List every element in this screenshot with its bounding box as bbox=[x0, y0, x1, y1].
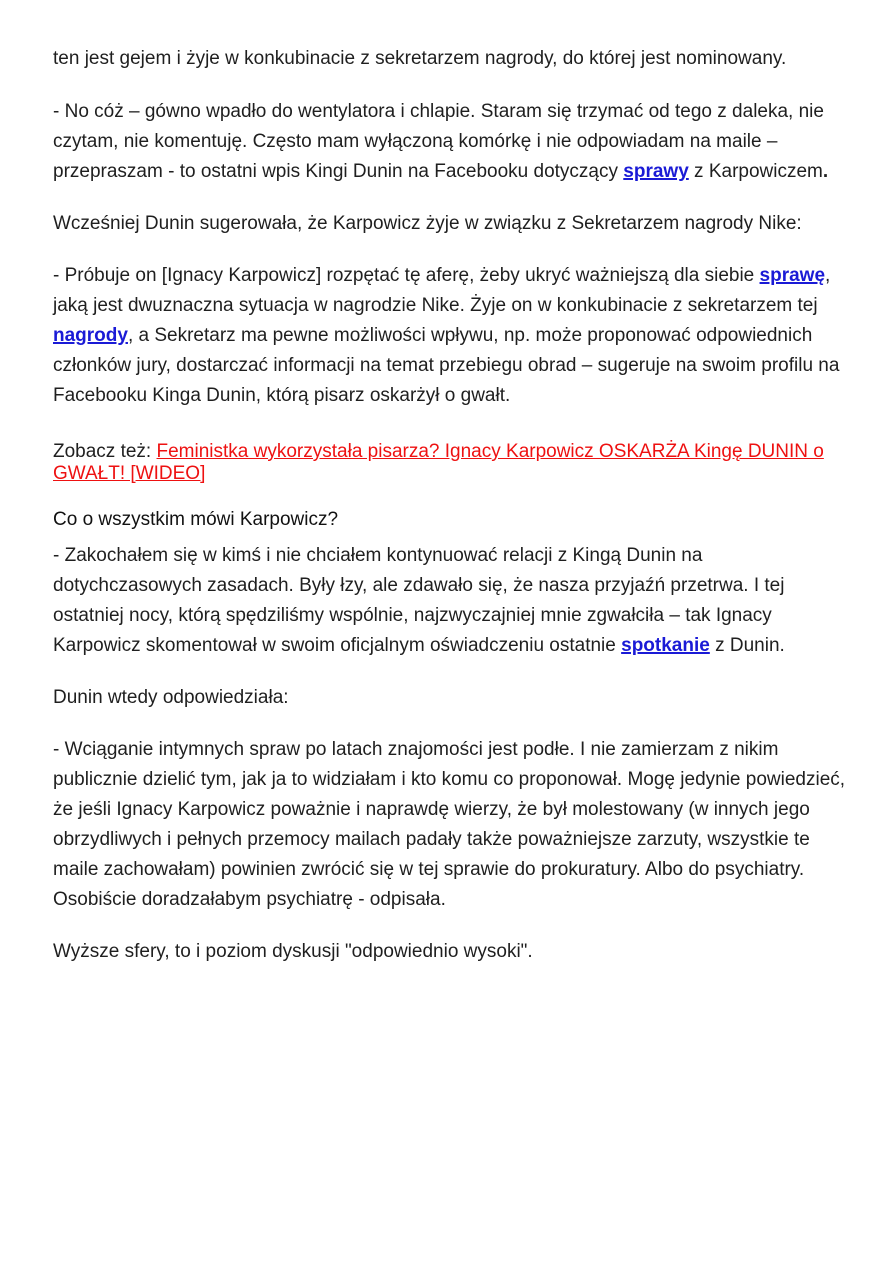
paragraph-period: . bbox=[822, 161, 829, 182]
paragraph-karpowicz-statement bbox=[53, 541, 853, 661]
paragraph-text: Dunin wtedy odpowiedziała: bbox=[53, 687, 289, 708]
article-body bbox=[53, 44, 853, 967]
paragraph-earlier-suggestion bbox=[53, 209, 853, 239]
paragraph-text: - No cóż – gówno wpadło do wentylatora i chlapie. Staram się trzymać od tego z daleka, nie czytam, nie komentuję. Często mam wyłączoną komórkę i nie odpowiadam na maile – przepraszam - to ostatni wpis Kingi Dunin na Facebooku dotyczący bbox=[53, 101, 824, 182]
paragraph-dunin-response-intro bbox=[53, 683, 853, 713]
paragraph-text: - Próbuje on [Ignacy Karpowicz] rozpętać tę aferę, żeby ukryć ważniejszą dla siebie bbox=[53, 265, 760, 286]
paragraph-text: Wyższe sfery, to i poziom dyskusji "odpowiednio wysoki". bbox=[53, 941, 533, 962]
paragraph-dunin-response bbox=[53, 735, 853, 915]
see-also-label: Zobacz też: bbox=[53, 441, 157, 462]
subheading: Co o wszystkim mówi Karpowicz? bbox=[53, 509, 339, 530]
paragraph-text: z Karpowiczem bbox=[688, 161, 823, 182]
link-sprawy[interactable]: sprawy bbox=[623, 161, 689, 182]
paragraph-text: Wcześniej Dunin sugerowała, że Karpowicz żyje w związku z Sekretarzem nagrody Nike: bbox=[53, 213, 802, 234]
paragraph-text: , jaką jest dwuznaczna sytuacja w nagrodzie Nike. Żyje on w konkubinacie z sekretarzem tej bbox=[53, 265, 831, 316]
paragraph-text: z Dunin. bbox=[709, 635, 785, 656]
link-spotkanie[interactable]: spotkanie bbox=[621, 635, 710, 656]
see-also-box bbox=[53, 441, 853, 485]
paragraph-text: , a Sekretarz ma pewne możliwości wpływu, np. może proponować odpowiednich członków jury, dostarczać informacji na temat przebiegu obrad – sugeruje na swoim profilu na Facebooku Kinga Dunin, którą pisarz oskarżył o gwałt. bbox=[53, 325, 840, 406]
paragraph-closing bbox=[53, 937, 853, 967]
paragraph-dunin-facebook-post bbox=[53, 97, 853, 187]
paragraph-intro-continuation bbox=[53, 44, 853, 74]
link-sprawe[interactable]: sprawę bbox=[759, 265, 826, 286]
paragraph-text: ten jest gejem i żyje w konkubinacie z sekretarzem nagrody, do której jest nominowany. bbox=[53, 48, 787, 69]
see-also-link[interactable]: Feministka wykorzystała pisarza? Ignacy Karpowicz OSKARŻA Kingę DUNIN o GWAŁT! [WIDEO] bbox=[53, 441, 824, 484]
paragraph-text: - Wciąganie intymnych spraw po latach znajomości jest podłe. I nie zamierzam z nikim publicznie dzielić tym, jak ja to widziałam i kto komu co proponował. Mogę jedynie powiedzieć, że jeśli Ignacy Karpowicz poważnie i naprawdę wierzy, że był molestowany (w innych jego obrzydliwych i pełnych przemocy mailach padały także poważniejsze zarzuty, wszystkie te maile zachowałam) powinien zwrócić się w tej sprawie do prokuratury. Albo do psychiatry. Osobiście doradzałabym psychiatrę - odpisała. bbox=[53, 739, 846, 910]
paragraph-dunin-quote bbox=[53, 261, 853, 411]
link-nagrody[interactable]: nagrody bbox=[53, 325, 128, 346]
paragraph-text: - Zakochałem się w kimś i nie chciałem kontynuować relacji z Kingą Dunin na dotychczasowych zasadach. Były łzy, ale zdawało się, że nasza przyjaźń przetrwa. I tej ostatniej nocy, którą spędziliśmy wspólnie, najzwyczajniej mnie zgwałciła – tak Ignacy Karpowicz skomentował w swoim oficjalnym oświadczeniu ostatnie bbox=[53, 545, 785, 656]
